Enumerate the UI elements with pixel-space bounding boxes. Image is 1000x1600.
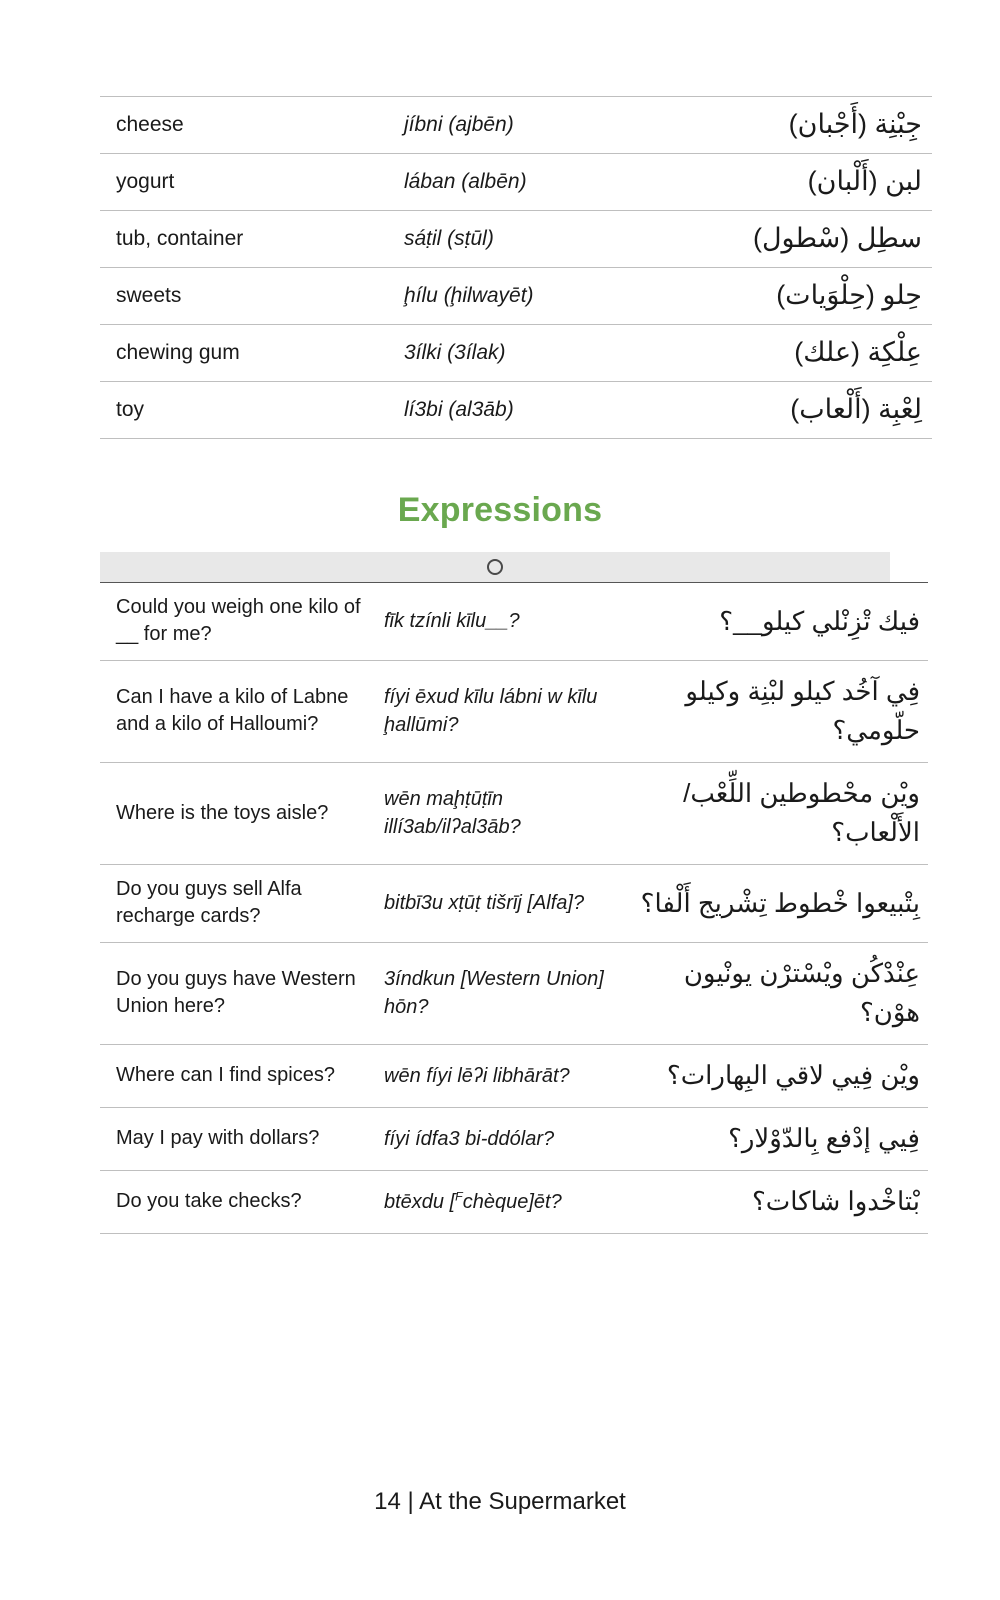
table-row [100, 943, 928, 1045]
audio-track-circle-icon [487, 559, 503, 575]
table-row [100, 865, 928, 943]
transliteration: 3índkun [Western Union] hōn? [384, 968, 604, 1018]
english-phrase: Do you guys have Western Union here? [116, 968, 356, 1017]
table-row [100, 325, 932, 382]
arabic-phrase: فيك تْزِنْلي كيلو__؟ [719, 605, 920, 636]
arabic-phrase: بِتْبيعوا خْطوط تِشْريج أَلْفا؟ [640, 887, 920, 918]
audio-track-bar[interactable] [100, 552, 890, 582]
english-term: sweets [116, 283, 182, 307]
english-phrase: Do you guys sell Alfa recharge cards? [116, 878, 302, 927]
arabic-phrase: ويْن فِيي لاقي البِهارات؟ [666, 1060, 920, 1090]
transliteration: fíyi ídfa3 bi-ddólar? [384, 1127, 555, 1150]
transliteration: lí3bi (al3āb) [404, 397, 514, 421]
english-phrase: Where is the toys aisle? [116, 801, 329, 824]
english-phrase: Do you take checks? [116, 1190, 302, 1212]
arabic-term: جِبْنِة (أَجْبان) [788, 109, 922, 139]
arabic-phrase: عِنْدْكُن ويْسْترْن يونْيون هوْن؟ [683, 958, 920, 1027]
transliteration-prefix: btēxdu [ [384, 1190, 456, 1213]
table-row [100, 1045, 928, 1108]
transliteration: ḩílu (ḩilwayēt) [404, 283, 534, 307]
transliteration-superscript: F [455, 1188, 463, 1203]
vocabulary-table-body [100, 97, 932, 439]
arabic-term: عِلْكِة (علك) [794, 337, 922, 367]
section-title: Expressions [397, 491, 603, 529]
arabic-phrase: بْتاخْدوا شاكات؟ [751, 1186, 920, 1216]
english-term: chewing gum [116, 340, 240, 364]
arabic-term: سطِل (سْطول) [752, 223, 922, 253]
arabic-term: حِلو (حِلْوَيات) [776, 280, 922, 310]
transliteration [382, 1171, 628, 1234]
expressions-table-body [100, 583, 928, 1234]
english-term: toy [116, 397, 145, 421]
table-row [100, 154, 932, 211]
transliteration-suffix: chèque]ēt? [462, 1190, 562, 1213]
english-phrase: May I pay with dollars? [116, 1127, 320, 1149]
table-row [100, 97, 932, 154]
table-row [100, 211, 932, 268]
table-row [100, 382, 932, 439]
arabic-term: لبن (أَلْبان) [807, 166, 922, 196]
table-row [100, 1108, 928, 1171]
arabic-phrase: فِي آخُد كيلو لبْنِة وكيلو حلّومي؟ [685, 676, 920, 745]
arabic-term: لِعْبِة (أَلْعاب) [790, 394, 922, 424]
vocabulary-table [100, 96, 932, 439]
transliteration: fīk tzínli kīlu__? [384, 610, 520, 632]
transliteration: sáṭil (sṭūl) [404, 226, 494, 250]
transliteration: wēn fíyi lēʔi libhārāt? [384, 1064, 570, 1087]
expressions-table [100, 582, 928, 1234]
transliteration: jíbni (ajbēn) [404, 112, 514, 136]
english-term: tub, container [116, 226, 244, 250]
table-row [100, 661, 928, 763]
english-phrase: Where can I find spices? [116, 1064, 335, 1086]
english-phrase: Could you weigh one kilo of __ for me? [116, 596, 361, 645]
english-phrase: Can I have a kilo of Labne and a kilo of Halloumi? [116, 686, 349, 735]
arabic-phrase: فِيي إدْفع بِالدّوْلار؟ [728, 1123, 920, 1153]
transliteration: bitbī3u xṭūṭ tišrīj [Alfa]? [384, 892, 585, 914]
arabic-phrase: ويْن محْطوطين اللِّعْب/الأَلْعاب؟ [683, 778, 920, 847]
transliteration: lában (albēn) [404, 169, 527, 193]
table-row [100, 1171, 928, 1234]
english-term: yogurt [116, 169, 175, 193]
transliteration: fíyi ēxud kīlu lábni w kīlu ḩallūmi? [384, 686, 598, 736]
table-row [100, 763, 928, 865]
transliteration: wēn maḩṭūṭīn illí3ab/ilʔal3āb? [384, 788, 521, 838]
page-footer: 14 | At the Supermarket [374, 1488, 626, 1515]
table-row [100, 583, 928, 661]
english-term: cheese [116, 112, 184, 136]
transliteration: 3ílki (3ílak) [404, 340, 506, 364]
table-row [100, 268, 932, 325]
